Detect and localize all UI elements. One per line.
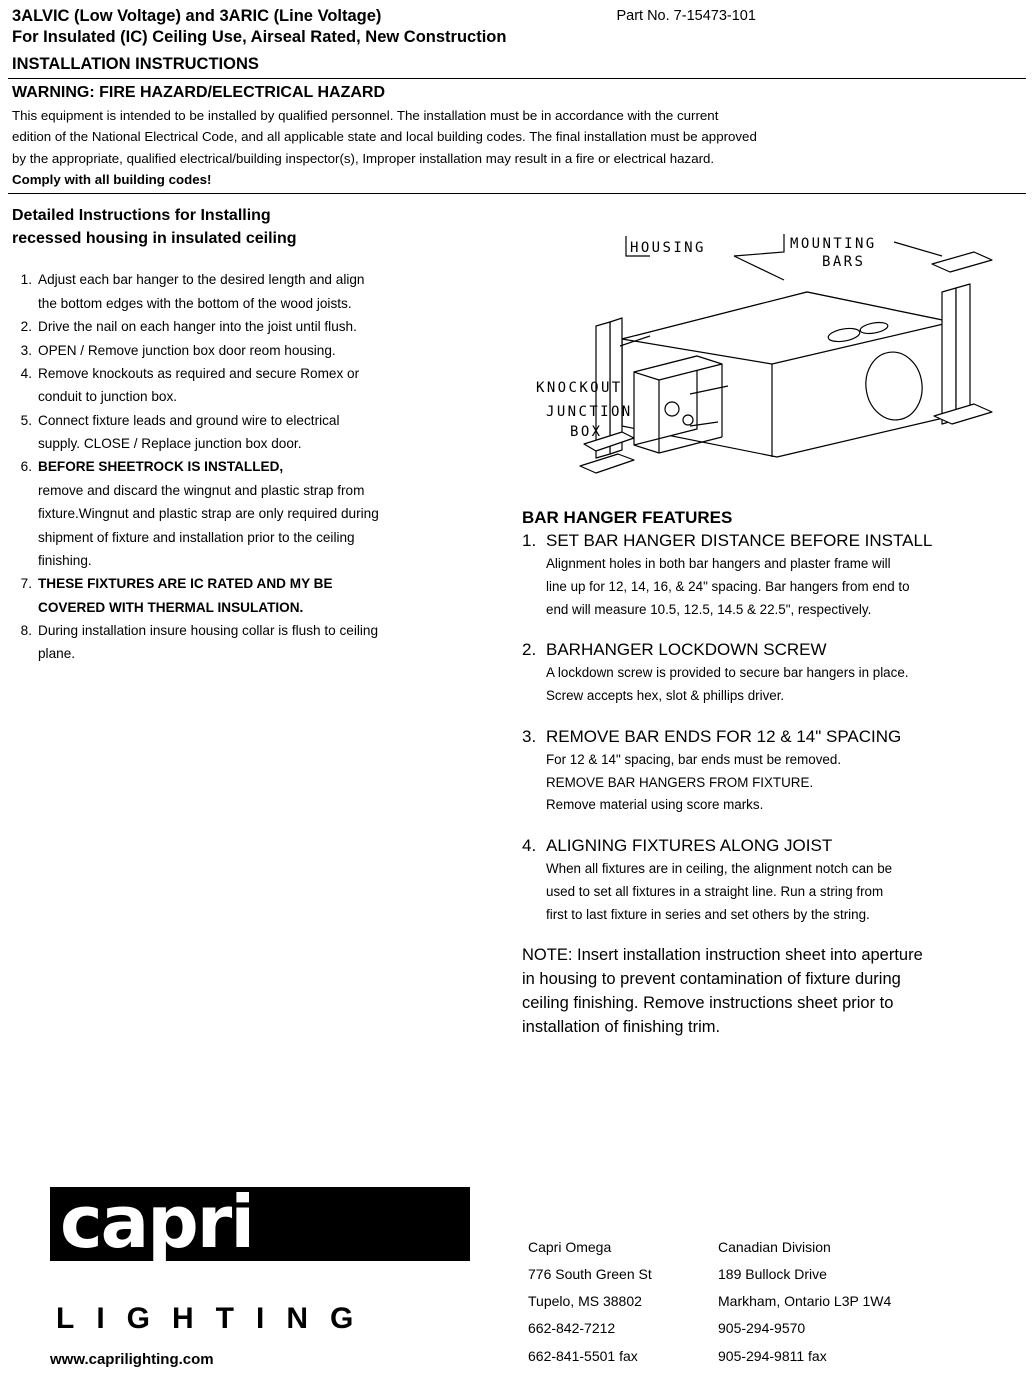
website-link[interactable]: www.caprilighting.com — [50, 1351, 214, 1368]
step-number: 5. — [20, 412, 32, 428]
feature-heading — [522, 639, 1022, 662]
step-line: fixture.Wingnut and plastic strap are only required during — [38, 506, 379, 522]
feature-title: SET BAR HANGER DISTANCE BEFORE INSTALL — [546, 531, 933, 550]
feature-description-line: For 12 & 14" spacing, bar ends must be removed. — [546, 751, 842, 767]
housing-diagram — [522, 204, 1002, 504]
feature-title: REMOVE BAR ENDS FOR 12 & 14" SPACING — [546, 726, 902, 746]
detailed-heading-line-1: Detailed Instructions for Installing — [12, 207, 271, 224]
feature-description-line: line up for 12, 14, 16, & 24" spacing. Bar hangers from end to — [546, 578, 910, 594]
feature-description-line: end will measure 10.5, 12.5, 14.5 & 22.5", respectively. — [546, 601, 872, 617]
warning-line-1: This equipment is intended to be installed by qualified personnel. The installation must be in accordance with the current — [12, 107, 719, 123]
address-line: 905-294-9570 — [718, 1320, 806, 1337]
note-line: installation of finishing trim. — [522, 1018, 721, 1037]
feature-description — [522, 553, 1022, 621]
step-line: plane. — [38, 646, 76, 662]
warning-heading: WARNING: FIRE HAZARD/ELECTRICAL HAZARD — [12, 83, 386, 101]
step-text — [38, 268, 512, 315]
step-line: remove and discard the wingnut and plastic strap from — [38, 482, 365, 498]
installation-step — [12, 268, 512, 315]
installation-step — [12, 409, 512, 456]
feature-description-line: used to set all fixtures in a straight line. Run a string from — [546, 883, 884, 899]
feature-heading — [522, 726, 1022, 749]
installation-step — [12, 572, 512, 619]
installation-steps-list — [12, 268, 512, 665]
step-number: 4. — [20, 365, 32, 381]
feature-description — [522, 858, 1022, 926]
label-housing: HOUSING — [630, 240, 706, 256]
feature-number: 4. — [522, 836, 537, 856]
installation-step — [12, 619, 512, 666]
feature-description-line: REMOVE BAR HANGERS FROM FIXTURE. — [546, 774, 814, 790]
left-column — [12, 204, 512, 1040]
step-text — [38, 572, 512, 619]
warning-comply-line: Comply with all building codes! — [12, 172, 212, 188]
part-number: Part No. 7-15473-101 — [616, 8, 756, 24]
step-line: OPEN / Remove junction box door reom housing. — [38, 342, 336, 358]
installation-step — [12, 315, 512, 338]
step-number: 7. — [20, 576, 32, 592]
page-title: INSTALLATION INSTRUCTIONS — [12, 54, 259, 73]
bar-hanger-feature-item — [522, 530, 1022, 621]
warning-line-2: edition of the National Electrical Code, and all applicable state and local building codes. The final installation must be approved — [12, 129, 757, 145]
document-header — [0, 0, 1034, 49]
bar-hanger-features-heading: BAR HANGER FEATURES — [522, 508, 733, 527]
step-line: the bottom edges with the bottom of the wood joists. — [38, 295, 352, 311]
address-line: Markham, Ontario L3P 1W4 — [718, 1293, 892, 1310]
detailed-instructions-heading — [12, 204, 512, 250]
step-line: Adjust each bar hanger to the desired length and align — [38, 272, 365, 288]
feature-description — [522, 662, 1022, 708]
main-content — [0, 194, 1034, 1040]
address-line: 189 Bullock Drive — [718, 1265, 827, 1282]
address-capri-omega — [528, 1234, 718, 1370]
feature-number: 2. — [522, 640, 537, 660]
step-line: THESE FIXTURES ARE IC RATED AND MY BE — [38, 576, 333, 592]
feature-description-line: A lockdown screw is provided to secure bar hangers in place. — [546, 665, 909, 681]
product-title-line-2: For Insulated (IC) Ceiling Use, Airseal Rated, New Construction — [12, 28, 507, 47]
label-junction-line2: BOX — [570, 424, 603, 440]
step-line: BEFORE SHEETROCK IS INSTALLED, — [38, 459, 284, 475]
note-line: ceiling finishing. Remove instructions sheet prior to — [522, 994, 894, 1013]
step-text — [38, 619, 512, 666]
step-line: shipment of fixture and installation prior to the ceiling — [38, 529, 355, 545]
step-line: conduit to junction box. — [38, 389, 178, 405]
step-text — [38, 315, 512, 338]
step-line: Drive the nail on each hanger into the joist until flush. — [38, 319, 357, 335]
bar-hanger-feature-item — [522, 835, 1022, 926]
address-line: 662-841-5501 fax — [528, 1347, 638, 1364]
note-line: NOTE: Insert installation instruction sheet into aperture — [522, 946, 923, 965]
address-line: Capri Omega — [528, 1238, 612, 1255]
label-knockout: KNOCKOUT — [536, 380, 623, 396]
feature-description-line: Screw accepts hex, slot & phillips driver. — [546, 688, 785, 703]
bar-hanger-features-list — [522, 530, 1022, 926]
step-line: COVERED WITH THERMAL INSULATION. — [38, 599, 304, 615]
address-line: 905-294-9811 fax — [718, 1347, 827, 1364]
label-junction-line1: JUNCTION — [546, 404, 633, 420]
step-number: 2. — [20, 319, 32, 335]
bar-hanger-features-section — [512, 508, 1022, 1040]
bar-hanger-feature-item — [522, 639, 1022, 708]
note-line: in housing to prevent contamination of fixture during — [522, 970, 901, 989]
step-text — [38, 409, 512, 456]
warning-line-3: by the appropriate, qualified electrical/building inspector(s), Improper installation may result in a fire or electrical hazard. — [12, 150, 715, 166]
installation-step — [12, 362, 512, 409]
right-column — [512, 204, 1022, 1040]
address-canadian-division — [718, 1234, 908, 1370]
feature-description-line: Alignment holes in both bar hangers and plaster frame will — [546, 555, 891, 571]
feature-description-line: Remove material using score marks. — [546, 797, 764, 813]
step-line: Connect fixture leads and ground wire to electrical — [38, 412, 340, 428]
step-number: 8. — [20, 623, 32, 638]
note-block — [522, 944, 1022, 1040]
capri-logo — [50, 1181, 470, 1336]
header-titles — [12, 6, 506, 49]
step-line: supply. CLOSE / Replace junction box door. — [38, 436, 302, 451]
step-text — [38, 362, 512, 409]
product-title-line-1: 3ALVIC (Low Voltage) and 3ARIC (Line Voltage) — [12, 7, 382, 25]
feature-title: ALIGNING FIXTURES ALONG JOIST — [546, 836, 833, 856]
step-number: 1. — [20, 272, 32, 288]
bar-hanger-feature-item — [522, 726, 1022, 817]
capri-logo-subtext: LIGHTING — [56, 1302, 376, 1335]
document-footer — [0, 1168, 1034, 1378]
address-line: Canadian Division — [718, 1238, 831, 1255]
feature-description-line: When all fixtures are in ceiling, the alignment notch can be — [546, 861, 893, 876]
feature-title: BARHANGER LOCKDOWN SCREW — [546, 640, 827, 660]
feature-heading — [522, 530, 1022, 553]
step-line: During installation insure housing collar is flush to ceiling — [38, 623, 379, 638]
step-line: finishing. — [38, 552, 92, 568]
feature-number: 1. — [522, 531, 537, 550]
warning-body — [0, 105, 1034, 193]
address-line: 776 South Green St — [528, 1265, 652, 1282]
capri-logo-icon — [50, 1181, 470, 1291]
feature-number: 3. — [522, 726, 537, 746]
detailed-heading-line-2: recessed housing in insulated ceiling — [12, 230, 297, 248]
svg-text:capri: capri — [60, 1181, 253, 1264]
step-number: 6. — [20, 459, 32, 475]
step-line: Remove knockouts as required and secure Romex or — [38, 365, 360, 381]
address-line: 662-842-7212 — [528, 1320, 616, 1337]
step-text — [38, 455, 512, 572]
address-block — [528, 1234, 908, 1370]
installation-step — [12, 455, 512, 572]
feature-heading — [522, 835, 1022, 858]
label-mounting-bars-line1: MOUNTING — [790, 236, 877, 252]
feature-description-line: first to last fixture in series and set others by the string. — [546, 906, 870, 922]
step-number: 3. — [20, 342, 32, 358]
feature-description — [522, 749, 1022, 817]
step-text — [38, 339, 512, 362]
installation-step — [12, 339, 512, 362]
address-line: Tupelo, MS 38802 — [528, 1293, 642, 1310]
label-mounting-bars-line2: BARS — [822, 254, 866, 270]
